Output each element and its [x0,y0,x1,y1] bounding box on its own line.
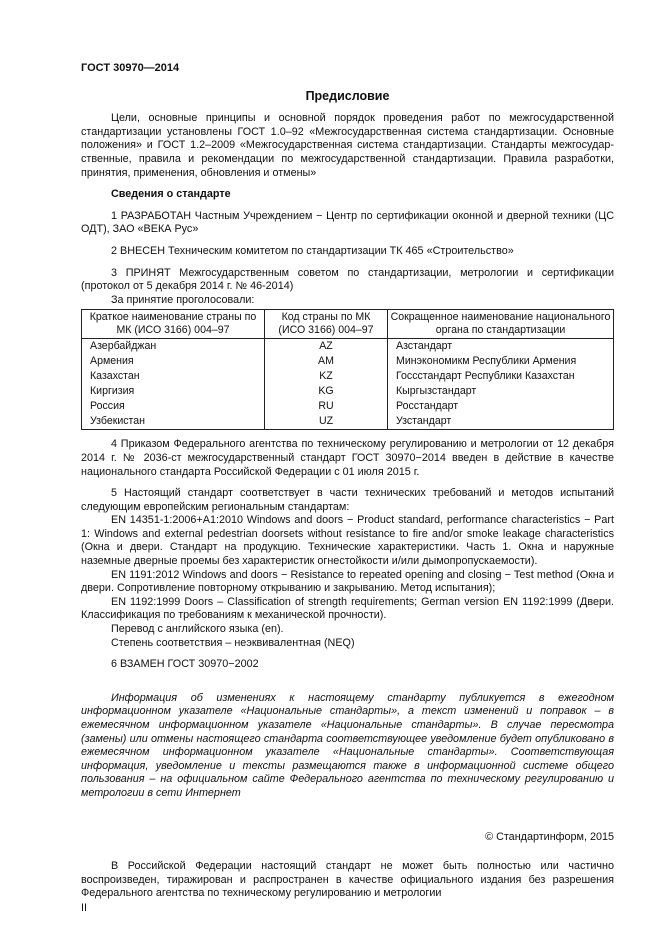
voted-label: За принятие проголосовали: [111,293,255,306]
body-cell: Азстандарт [388,339,614,355]
page-number: II [81,901,87,914]
item-1-developed: 1 РАЗРАБОТАН Частным Учреждением − Центр по сертификации оконной и дверной техники (ЦС ОДТ), ЗАО «ВЕКА Рус» [81,209,614,236]
item-2-submitted: 2 ВНЕСЕН Техническим комитетом по стандартизации ТК 465 «Строительство» [111,244,514,257]
body-cell: Минэкономикм Республики Армения [388,354,614,369]
changes-information-block: Информация об изменениях к настоящему стандарту публикуется в ежегодном информационном указателе «Национальные стандарты», а текст изменений и поправок – в ежемесячном информационном указателе «Национальные стандарты». В случае пересмотра (замены) или отмены настоящего стандарта соответствующее уведомление будет опубликовано в ежемесячном информационном указателе «Национальные стандарты». Соответствующая информация, уведомление и тексты размещаются также в информационной системе общего пользования – на официальном сайте Федерального агентства по техническому регулированию и метрологии в сети Интернет [81,691,614,799]
document-page [81,62,614,916]
document-code-header: ГОСТ 30970—2014 [81,62,180,74]
code-cell: UZ [265,414,388,430]
copyright-line: © Стандартинформ, 2015 [485,830,614,843]
conformity-degree: Степень соответствия – неэквивалентная (NEQ) [111,636,355,649]
column-header-country: Краткое наименование страны по МК (ИСО 3166) 004–97 [82,310,265,339]
country-cell: Узбекистан [82,414,265,430]
table-row [82,399,614,414]
country-cell: Казахстан [82,369,265,384]
country-cell: Киргизия [82,384,265,399]
code-cell: KG [265,384,388,399]
country-cell: Россия [82,399,265,414]
column-header-code: Код страны по МК (ИСО 3166) 004–97 [265,310,388,339]
country-cell: Азербайджан [82,339,265,355]
table-row [82,414,614,430]
info-heading: Сведения о стандарте [111,188,231,201]
reproduction-notice: В Российской Федерации настоящий стандарт не может быть полностью или частично воспроизведен, тиражирован и распространен в качестве официального издания без разрешения Федерального агентства по техническому регулированию и метрологии [81,860,614,900]
item-5-conformity: 5 Настоящий стандарт соответствует в части технических требований и методов испытаний следующим европейским региональным стандартам: [81,487,614,513]
body-cell: Росстандарт [388,399,614,414]
item-3-adopted: 3 ПРИНЯТ Межгосударственным советом по стандартизации, метрологии и сертификации (протокол от 5 декабря 2014 г. № 46-2014) [81,266,614,293]
code-cell: AZ [265,339,388,355]
en-standard-1192: EN 1192:1999 Doors – Classification of strength requirements; German version EN 1192:1999 (Двери. Классификация по требованиям к механической прочности). [81,595,614,622]
translation-note: Перевод с английского языка (en). [111,623,284,636]
table-row [82,339,614,355]
en-standard-1191: EN 1191:2012 Windows and doors − Resistance to repeated opening and closing − Test method (Окна и двери. Сопротивление повторному открыванию и закрыванию. Метод испытания); [81,568,614,595]
code-cell: AM [265,354,388,369]
body-cell: Узстандарт [388,414,614,430]
country-cell: Армения [82,354,265,369]
code-cell: KZ [265,369,388,384]
table-row [82,354,614,369]
page-title: Предисловие [305,88,390,103]
column-header-body: Сокращенное наименование национального органа по стандартизации [388,310,614,339]
code-cell: RU [265,399,388,414]
body-cell: Госсстандарт Республики Казахстан [388,369,614,384]
voting-states-table [81,309,614,430]
table-header-row [82,310,614,339]
body-cell: Кыргызстандарт [388,384,614,399]
en-standard-14351: EN 14351-1:2006+A1:2010 Windows and doors − Product standard, performance characteristics − Part 1: Windows and external pedestrian doorsets without resistance to fire and/or smoke leakage characteristics (Окна и двери. Стандарт на продукцию. Технические характеристики. Часть 1. Окна и наружные наземные дверные проемы без характеристик огнестойкости и/или дымопропускаемости). [81,514,614,568]
item-4-order: 4 Приказом Федерального агентства по техническому регулированию и метрологии от 12 декабря 2014 г. № 2036-ст межгосударственный стандарт ГОСТ 30970−2014 введен в действие в качестве национального стандарта Российской Федерации с 01 июля 2015 г. [81,438,614,478]
item-6-replaces: 6 ВЗАМЕН ГОСТ 30970−2002 [111,658,259,671]
table-row [82,369,614,384]
table-row [82,384,614,399]
intro-paragraph: Цели, основные принципы и основной порядок проведения работ по межгосударственной стандартизации установлены ГОСТ 1.0–92 «Межгосударственная система стандартизации. Основные положения» и ГОСТ 1.2–2009 «Межгосударственная система стандартизации. Стандарты межгосудар-ственные, правила и рекомендации по межгосударственной стандартизации. Правила разработки, принятия, применения, обновления и отмены» [81,112,614,179]
